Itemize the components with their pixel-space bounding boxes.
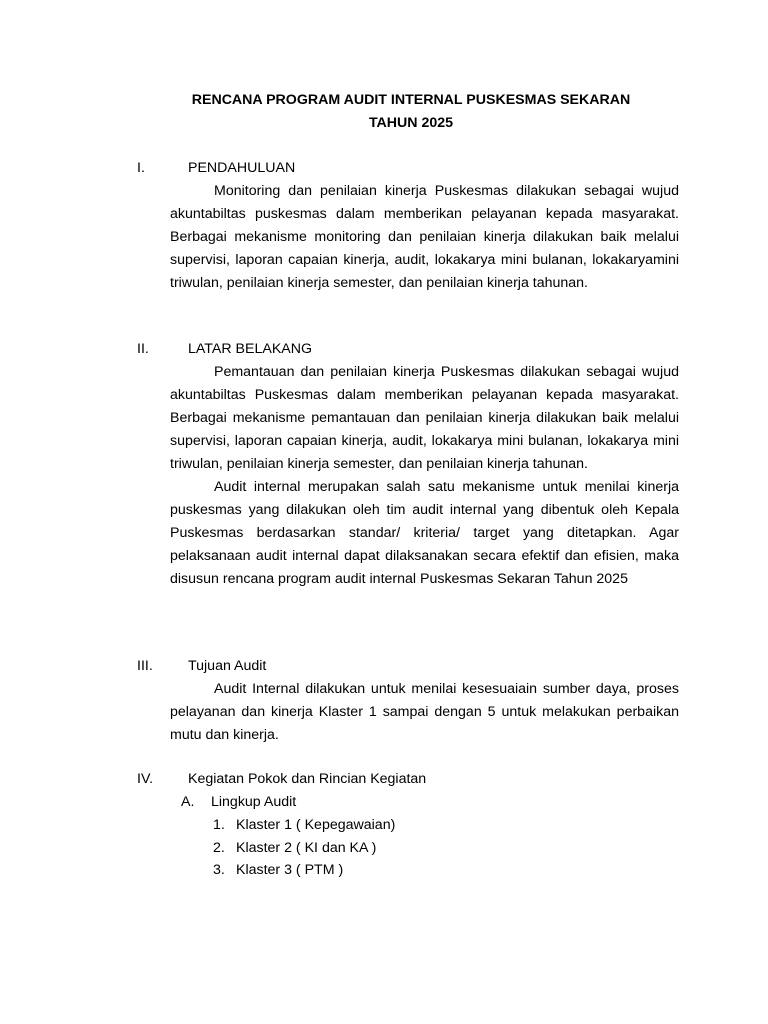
paragraph: Audit Internal dilakukan untuk menilai kesesuaiain sumber daya, proses pelayanan dan kinerja Klaster 1 sampai dengan 5 untuk melakukan perbaikan mutu dan kinerja. xyxy=(170,681,679,743)
list-item xyxy=(137,859,679,882)
section-number: I. xyxy=(137,160,145,176)
list-item xyxy=(137,837,679,860)
section-heading xyxy=(137,338,679,361)
section-tujuan-audit xyxy=(137,655,679,747)
section-title: Tujuan Audit xyxy=(188,658,267,674)
document-title-line-1: RENCANA PROGRAM AUDIT INTERNAL PUSKESMAS SEKARAN xyxy=(191,92,631,108)
list-text: Klaster 3 ( PTM ) xyxy=(236,862,344,878)
section-pendahuluan xyxy=(137,157,679,295)
list-number: 2. xyxy=(213,839,225,856)
section-title: Kegiatan Pokok dan Rincian Kegiatan xyxy=(188,771,427,787)
list-number: 3. xyxy=(213,862,225,878)
list-number: 1. xyxy=(213,817,225,833)
section-number: IV. xyxy=(137,771,154,787)
section-body xyxy=(170,180,679,295)
paragraph: Audit internal merupakan salah satu mekanisme untuk menilai kinerja puskesmas yang dilakukan oleh tim audit internal yang dibentuk oleh Kepala Puskesmas berdasarkan standar/ kriteria/ target yang ditetapkan. Agar pelaksanaan audit internal dapat dilaksanakan secara efektif dan efisien, maka disusun rencana program audit internal Puskesmas Sekaran Tahun 2025 xyxy=(170,479,679,587)
section-number: II. xyxy=(137,341,149,357)
subsection-label: Lingkup Audit xyxy=(211,794,297,810)
paragraph: Pemantauan dan penilaian kinerja Puskesmas dilakukan sebagai wujud akuntabiltas Puskesmas dalam memberikan pelayanan kepada masyarakat. Berbagai mekanisme pemantauan dan penilaian kinerja dilakukan baik melalui supervisi, laporan capaian kinerja, audit, lokakarya mini bulanan, lokakarya mini triwulan, penilaian kinerja semester, dan penilaian kinerja tahunan. xyxy=(170,364,679,472)
section-heading xyxy=(137,655,679,678)
subsection-lingkup-audit xyxy=(137,791,679,814)
paragraph: Monitoring dan penilaian kinerja Puskesmas dilakukan sebagai wujud akuntabiltas puskesmas dalam memberikan pelayanan kepada masyarakat. Berbagai mekanisme monitoring dan penilaian kinerja dilakukan baik melalui supervisi, laporan capaian kinerja, audit, lokakarya mini bulanan, lokakaryamini triwulan, penilaian kinerja semester, dan penilaian kinerja tahunan. xyxy=(170,183,679,291)
section-number: III. xyxy=(137,658,153,674)
subsection-letter: A. xyxy=(181,794,195,810)
section-heading xyxy=(137,768,679,791)
document-title-line-2: TAHUN 2025 xyxy=(368,115,454,131)
section-heading xyxy=(137,157,679,180)
list-text: Klaster 2 ( KI dan KA ) xyxy=(236,839,377,856)
section-kegiatan-pokok xyxy=(137,768,679,882)
section-body xyxy=(170,678,679,747)
section-title: PENDAHULUAN xyxy=(188,160,296,176)
section-body xyxy=(170,361,679,591)
list-text: Klaster 1 ( Kepegawaian) xyxy=(236,817,396,833)
list-item xyxy=(137,814,679,837)
section-latar-belakang xyxy=(137,338,679,591)
section-title: LATAR BELAKANG xyxy=(188,341,313,357)
